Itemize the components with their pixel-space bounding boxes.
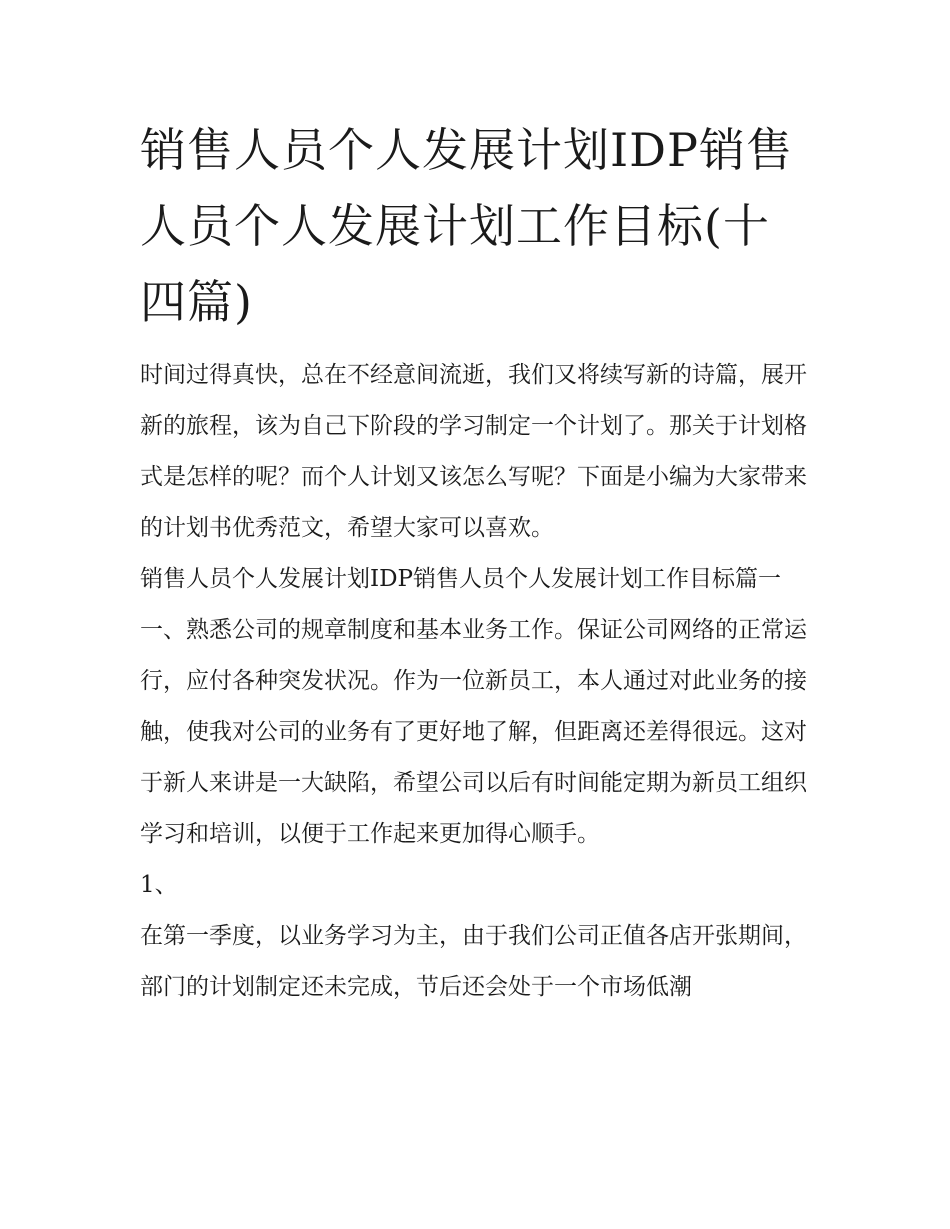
list-number: 1、 (140, 872, 178, 898)
body-paragraph: 在第一季度，以业务学习为主，由于我们公司正值各店开张期间，部门的计划制定还未完成，节后还会处于一个市场低潮 (140, 923, 807, 1000)
document-page (140, 112, 815, 1013)
intro-paragraph: 时间过得真快，总在不经意间流逝，我们又将续写新的诗篇，展开新的旅程，该为自己下阶段的学习制定一个计划了。那关于计划格式是怎样的呢？而个人计划又该怎么写呢？下面是小编为大家带来的计划书优秀范文，希望大家可以喜欢。 (140, 362, 807, 541)
document-title: 销售人员个人发展计划IDP销售人员个人发展计划工作目标(十四篇) (140, 123, 794, 329)
body-paragraph: 一、熟悉公司的规章制度和基本业务工作。保证公司网络的正常运行，应付各种突发状况。作为一位新员工，本人通过对此业务的接触，使我对公司的业务有了更好地了解，但距离还差得很远。这对于新人来讲是一大缺陷，希望公司以后有时间能定期为新员工组织学习和培训，以便于工作起来更加得心顺手。 (140, 617, 807, 847)
section-heading: 销售人员个人发展计划IDP销售人员个人发展计划工作目标篇一 (140, 566, 782, 592)
